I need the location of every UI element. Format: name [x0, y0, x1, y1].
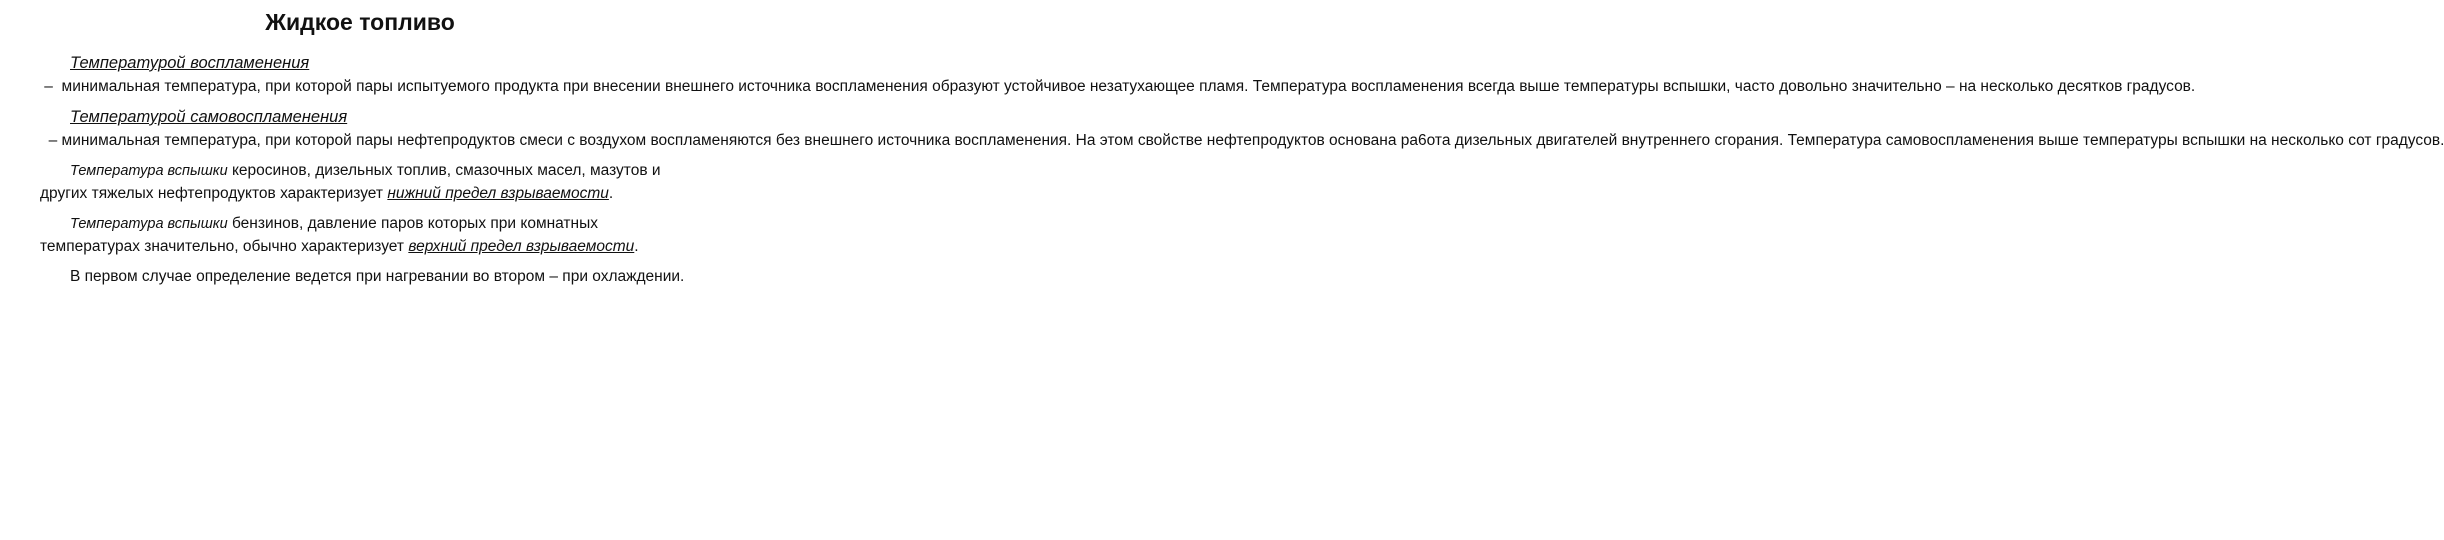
- paragraph-text: – минимальная температура, при которой пары испытуемого продукта при внесении внешнего источника воспламенения образуют устойчивое незатухающее пламя. Температура воспламенения всегда выше температуры вспышки, часто довольно значительно – на несколько десятков градусов.: [40, 77, 2196, 95]
- paragraph-text: бензинов, давление паров которых при комнатных температурах значительно, обычно характеризует: [40, 215, 598, 255]
- term-lower-explosive-limit: нижний предел взрываемости: [387, 184, 609, 202]
- term-ignition-temperature: Температурой воспламенения: [70, 54, 310, 72]
- term-flash-point: Температура вспышки: [70, 216, 228, 232]
- paragraph-determination-note: [40, 266, 688, 289]
- paragraph-ignition-temperature: [40, 52, 2196, 98]
- paragraph-text: В первом случае определение ведется при нагревании во втором – при охлаждении.: [70, 268, 685, 285]
- paragraph-flash-point-heavy: [40, 160, 688, 205]
- slide-body: [40, 52, 2444, 297]
- paragraph-flash-point-gasoline: [40, 213, 688, 258]
- term-flash-point: Температура вспышки: [70, 163, 228, 179]
- paragraph-autoignition-temperature: [40, 106, 2444, 152]
- paragraph-end: .: [634, 237, 639, 255]
- paragraph-end: .: [608, 184, 614, 202]
- term-upper-explosive-limit: верхний предел взрываемости: [408, 237, 635, 255]
- term-autoignition-temperature: Температурой самовоспламенения: [70, 108, 348, 126]
- slide-title: Жидкое топливо: [265, 9, 455, 35]
- paragraph-text: – минимальная температура, при которой пары нефтепродуктов смеси с воздухом воспламеняются без внешнего источника воспламенения. На этом свойстве нефтепродуктов основана ра6ота дизельных двигателей внутреннего сгорания. Температура самовоспламенения выше температуры вспышки на несколько сот градусов.: [40, 131, 2444, 149]
- paragraph-text: керосинов, дизельных топлив, смазочных масел, мазутов и других тяжелых нефтепродуктов характеризует: [40, 162, 661, 202]
